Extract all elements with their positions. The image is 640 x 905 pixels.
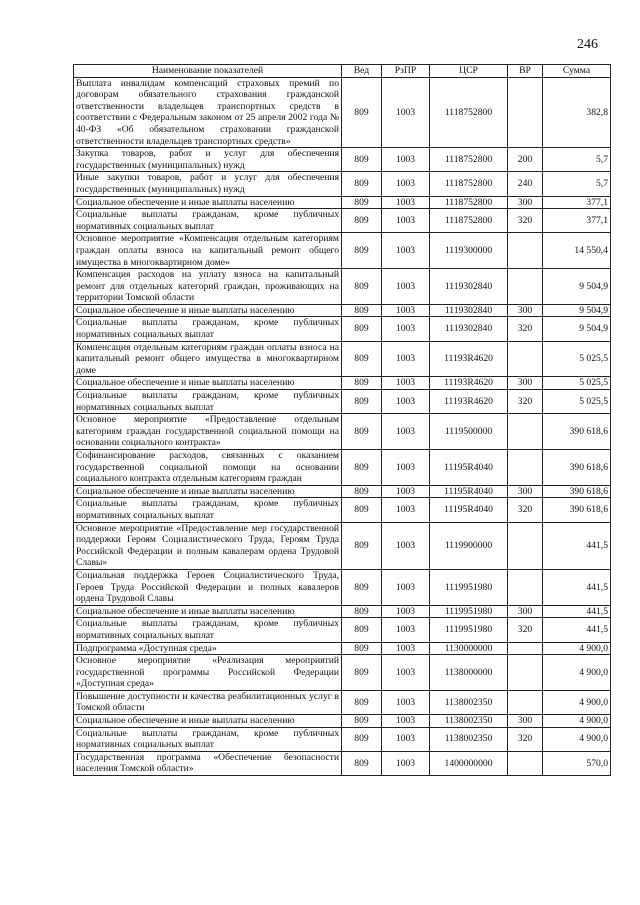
row-csr: 11193R4620 — [430, 377, 508, 390]
row-vr: 300 — [508, 605, 543, 618]
row-rzpr: 1003 — [382, 172, 430, 196]
row-name: Государственная программа «Обеспечение безопасности населения Томской области» — [74, 751, 342, 775]
row-ved: 809 — [342, 77, 382, 148]
budget-table — [73, 64, 611, 776]
row-rzpr: 1003 — [382, 414, 430, 450]
row-csr: 1138002350 — [430, 727, 508, 751]
row-sum: 5 025,5 — [543, 390, 611, 414]
row-sum: 5,7 — [543, 148, 611, 172]
row-name: Основное мероприятие «Предоставление отдельным категориям граждан государственной социальной помощи на основании социального контракта» — [74, 414, 342, 450]
row-rzpr: 1003 — [382, 485, 430, 498]
table-row — [74, 522, 611, 569]
row-sum: 5,7 — [543, 172, 611, 196]
row-sum: 390 618,6 — [543, 414, 611, 450]
row-rzpr: 1003 — [382, 341, 430, 377]
row-vr — [508, 233, 543, 269]
table-row — [74, 450, 611, 486]
row-vr: 320 — [508, 618, 543, 642]
row-ved: 809 — [342, 485, 382, 498]
row-csr: 1119951980 — [430, 605, 508, 618]
row-name: Социальные выплаты гражданам, кроме публичных нормативных социальных выплат — [74, 618, 342, 642]
row-vr — [508, 450, 543, 486]
table-row — [74, 715, 611, 728]
table-row — [74, 341, 611, 377]
row-ved: 809 — [342, 341, 382, 377]
row-vr — [508, 569, 543, 605]
row-rzpr: 1003 — [382, 655, 430, 691]
row-ved: 809 — [342, 715, 382, 728]
table-row — [74, 605, 611, 618]
row-csr: 1138002350 — [430, 690, 508, 714]
row-name: Социальное обеспечение и иные выплаты населению — [74, 715, 342, 728]
row-csr: 1118752800 — [430, 148, 508, 172]
table-row — [74, 209, 611, 233]
row-vr: 320 — [508, 317, 543, 341]
row-name: Повышение доступности и качества реабилитационных услуг в Томской области — [74, 690, 342, 714]
row-vr: 300 — [508, 196, 543, 209]
row-name: Социальные выплаты гражданам, кроме публичных нормативных социальных выплат — [74, 498, 342, 522]
row-csr: 11193R4620 — [430, 390, 508, 414]
row-csr: 1119302840 — [430, 317, 508, 341]
row-rzpr: 1003 — [382, 522, 430, 569]
table-row — [74, 269, 611, 305]
row-name: Социальное обеспечение и иные выплаты населению — [74, 485, 342, 498]
table-row — [74, 77, 611, 148]
row-ved: 809 — [342, 450, 382, 486]
row-ved: 809 — [342, 390, 382, 414]
column-header-vr: ВР — [508, 65, 543, 78]
row-rzpr: 1003 — [382, 715, 430, 728]
row-csr: 1119951980 — [430, 569, 508, 605]
row-name: Основное мероприятие «Компенсация отдельным категориям граждан оплаты взноса на капитальный ремонт общего имущества в многоквартирном доме» — [74, 233, 342, 269]
row-sum: 382,8 — [543, 77, 611, 148]
row-name: Выплата инвалидам компенсаций страховых премий по договорам обязательного страхования гражданской ответственности владельцев транспортных средств в соответствии с Федеральным законом от 25 апреля 2002 года № 40-ФЗ «Об обязательном страховании гражданской ответственности владельцев транспортных средств» — [74, 77, 342, 148]
row-rzpr: 1003 — [382, 148, 430, 172]
table-row — [74, 414, 611, 450]
row-name: Социальное обеспечение и иные выплаты населению — [74, 304, 342, 317]
row-sum: 390 618,6 — [543, 485, 611, 498]
table-header-row — [74, 65, 611, 78]
row-sum: 390 618,6 — [543, 498, 611, 522]
row-sum: 441,5 — [543, 605, 611, 618]
row-csr: 1119500000 — [430, 414, 508, 450]
row-csr: 1119900000 — [430, 522, 508, 569]
table-row — [74, 233, 611, 269]
row-name: Подпрограмма «Доступная среда» — [74, 642, 342, 655]
row-rzpr: 1003 — [382, 209, 430, 233]
table-row — [74, 655, 611, 691]
row-ved: 809 — [342, 642, 382, 655]
row-name: Социальная поддержка Героев Социалистического Труда, Героев Труда Российской Федерации и полных кавалеров ордена Трудовой Славы — [74, 569, 342, 605]
row-csr: 11193R4620 — [430, 341, 508, 377]
row-vr: 240 — [508, 172, 543, 196]
column-header-sum: Сумма — [543, 65, 611, 78]
row-csr: 1119302840 — [430, 269, 508, 305]
row-ved: 809 — [342, 304, 382, 317]
row-rzpr: 1003 — [382, 196, 430, 209]
row-ved: 809 — [342, 618, 382, 642]
row-rzpr: 1003 — [382, 569, 430, 605]
row-vr — [508, 77, 543, 148]
row-csr: 1118752800 — [430, 209, 508, 233]
row-name: Иные закупки товаров, работ и услуг для обеспечения государственных (муниципальных) нужд — [74, 172, 342, 196]
row-sum: 9 504,9 — [543, 269, 611, 305]
row-ved: 809 — [342, 690, 382, 714]
column-header-csr: ЦСР — [430, 65, 508, 78]
row-vr: 320 — [508, 209, 543, 233]
row-vr: 320 — [508, 390, 543, 414]
row-vr: 300 — [508, 715, 543, 728]
row-csr: 1118752800 — [430, 77, 508, 148]
row-vr: 300 — [508, 304, 543, 317]
row-ved: 809 — [342, 172, 382, 196]
row-ved: 809 — [342, 522, 382, 569]
row-ved: 809 — [342, 414, 382, 450]
page-number: 246 — [577, 37, 598, 52]
column-header-ved: Вед — [342, 65, 382, 78]
row-name: Основное мероприятие «Реализация мероприятий государственной программы Российской Федерации «Доступная среда» — [74, 655, 342, 691]
row-csr: 1118752800 — [430, 172, 508, 196]
row-rzpr: 1003 — [382, 618, 430, 642]
row-sum: 377,1 — [543, 209, 611, 233]
row-sum: 441,5 — [543, 522, 611, 569]
row-name: Социальное обеспечение и иные выплаты населению — [74, 196, 342, 209]
row-csr: 1119951980 — [430, 618, 508, 642]
row-name: Компенсация расходов на уплату взноса на капитальный ремонт для отдельных категорий граждан, проживающих на территории Томской области — [74, 269, 342, 305]
row-rzpr: 1003 — [382, 317, 430, 341]
row-rzpr: 1003 — [382, 77, 430, 148]
row-csr: 1138002350 — [430, 715, 508, 728]
table-row — [74, 485, 611, 498]
row-name: Социальные выплаты гражданам, кроме публичных нормативных социальных выплат — [74, 317, 342, 341]
column-header-name: Наименование показателей — [74, 65, 342, 78]
row-name: Социальные выплаты гражданам, кроме публичных нормативных социальных выплат — [74, 209, 342, 233]
table-row — [74, 642, 611, 655]
table-row — [74, 618, 611, 642]
table-row — [74, 377, 611, 390]
row-sum: 14 550,4 — [543, 233, 611, 269]
row-ved: 809 — [342, 209, 382, 233]
row-sum: 4 900,0 — [543, 690, 611, 714]
row-ved: 809 — [342, 317, 382, 341]
row-name: Социальные выплаты гражданам, кроме публичных нормативных социальных выплат — [74, 727, 342, 751]
row-csr: 1119300000 — [430, 233, 508, 269]
row-sum: 570,0 — [543, 751, 611, 775]
table-row — [74, 390, 611, 414]
row-csr: 1138000000 — [430, 655, 508, 691]
row-ved: 809 — [342, 148, 382, 172]
table-body — [74, 77, 611, 775]
row-name: Социальное обеспечение и иные выплаты населению — [74, 605, 342, 618]
row-ved: 809 — [342, 498, 382, 522]
row-csr: 11195R4040 — [430, 498, 508, 522]
row-ved: 809 — [342, 196, 382, 209]
row-rzpr: 1003 — [382, 377, 430, 390]
table-row — [74, 304, 611, 317]
row-csr: 11195R4040 — [430, 450, 508, 486]
row-csr: 1130000000 — [430, 642, 508, 655]
row-rzpr: 1003 — [382, 690, 430, 714]
row-rzpr: 1003 — [382, 233, 430, 269]
table-row — [74, 569, 611, 605]
row-vr — [508, 414, 543, 450]
row-name: Закупка товаров, работ и услуг для обеспечения государственных (муниципальных) нужд — [74, 148, 342, 172]
row-vr: 320 — [508, 727, 543, 751]
row-vr — [508, 751, 543, 775]
row-sum: 377,1 — [543, 196, 611, 209]
row-rzpr: 1003 — [382, 498, 430, 522]
row-ved: 809 — [342, 727, 382, 751]
row-vr: 200 — [508, 148, 543, 172]
row-sum: 4 900,0 — [543, 715, 611, 728]
row-rzpr: 1003 — [382, 304, 430, 317]
row-rzpr: 1003 — [382, 727, 430, 751]
row-sum: 5 025,5 — [543, 341, 611, 377]
row-vr — [508, 269, 543, 305]
row-rzpr: 1003 — [382, 642, 430, 655]
row-name: Социальные выплаты гражданам, кроме публичных нормативных социальных выплат — [74, 390, 342, 414]
row-ved: 809 — [342, 751, 382, 775]
row-vr: 300 — [508, 485, 543, 498]
row-sum: 5 025,5 — [543, 377, 611, 390]
row-sum: 4 900,0 — [543, 727, 611, 751]
row-ved: 809 — [342, 233, 382, 269]
row-vr — [508, 522, 543, 569]
row-ved: 809 — [342, 269, 382, 305]
row-csr: 11195R4040 — [430, 485, 508, 498]
row-ved: 809 — [342, 605, 382, 618]
row-ved: 809 — [342, 569, 382, 605]
row-rzpr: 1003 — [382, 751, 430, 775]
table-row — [74, 690, 611, 714]
table-row — [74, 317, 611, 341]
table-row — [74, 196, 611, 209]
row-sum: 441,5 — [543, 618, 611, 642]
row-vr: 320 — [508, 498, 543, 522]
table-row — [74, 498, 611, 522]
row-name: Софинансирование расходов, связанных с оказанием государственной социальной помощи на основании социального контракта отдельным категориям граждан — [74, 450, 342, 486]
row-sum: 390 618,6 — [543, 450, 611, 486]
row-csr: 1118752800 — [430, 196, 508, 209]
table-row — [74, 727, 611, 751]
row-sum: 9 504,9 — [543, 304, 611, 317]
row-vr — [508, 341, 543, 377]
row-ved: 809 — [342, 377, 382, 390]
row-name: Компенсация отдельным категориям граждан оплаты взноса на капитальный ремонт общего имущества в многоквартирном доме — [74, 341, 342, 377]
row-sum: 9 504,9 — [543, 317, 611, 341]
table-row — [74, 148, 611, 172]
row-vr — [508, 642, 543, 655]
table-row — [74, 172, 611, 196]
row-sum: 4 900,0 — [543, 655, 611, 691]
row-vr — [508, 655, 543, 691]
table-row — [74, 751, 611, 775]
row-rzpr: 1003 — [382, 450, 430, 486]
column-header-rzpr: РзПР — [382, 65, 430, 78]
row-csr: 1400000000 — [430, 751, 508, 775]
row-rzpr: 1003 — [382, 269, 430, 305]
row-ved: 809 — [342, 655, 382, 691]
row-sum: 441,5 — [543, 569, 611, 605]
row-csr: 1119302840 — [430, 304, 508, 317]
row-rzpr: 1003 — [382, 390, 430, 414]
row-name: Социальное обеспечение и иные выплаты населению — [74, 377, 342, 390]
row-sum: 4 900,0 — [543, 642, 611, 655]
row-vr: 300 — [508, 377, 543, 390]
row-vr — [508, 690, 543, 714]
row-name: Основное мероприятие «Предоставление мер государственной поддержки Героям Социалистического Труда, Героям Труда Российской Федерации и полным кавалерам ордена Трудовой Славы» — [74, 522, 342, 569]
row-rzpr: 1003 — [382, 605, 430, 618]
